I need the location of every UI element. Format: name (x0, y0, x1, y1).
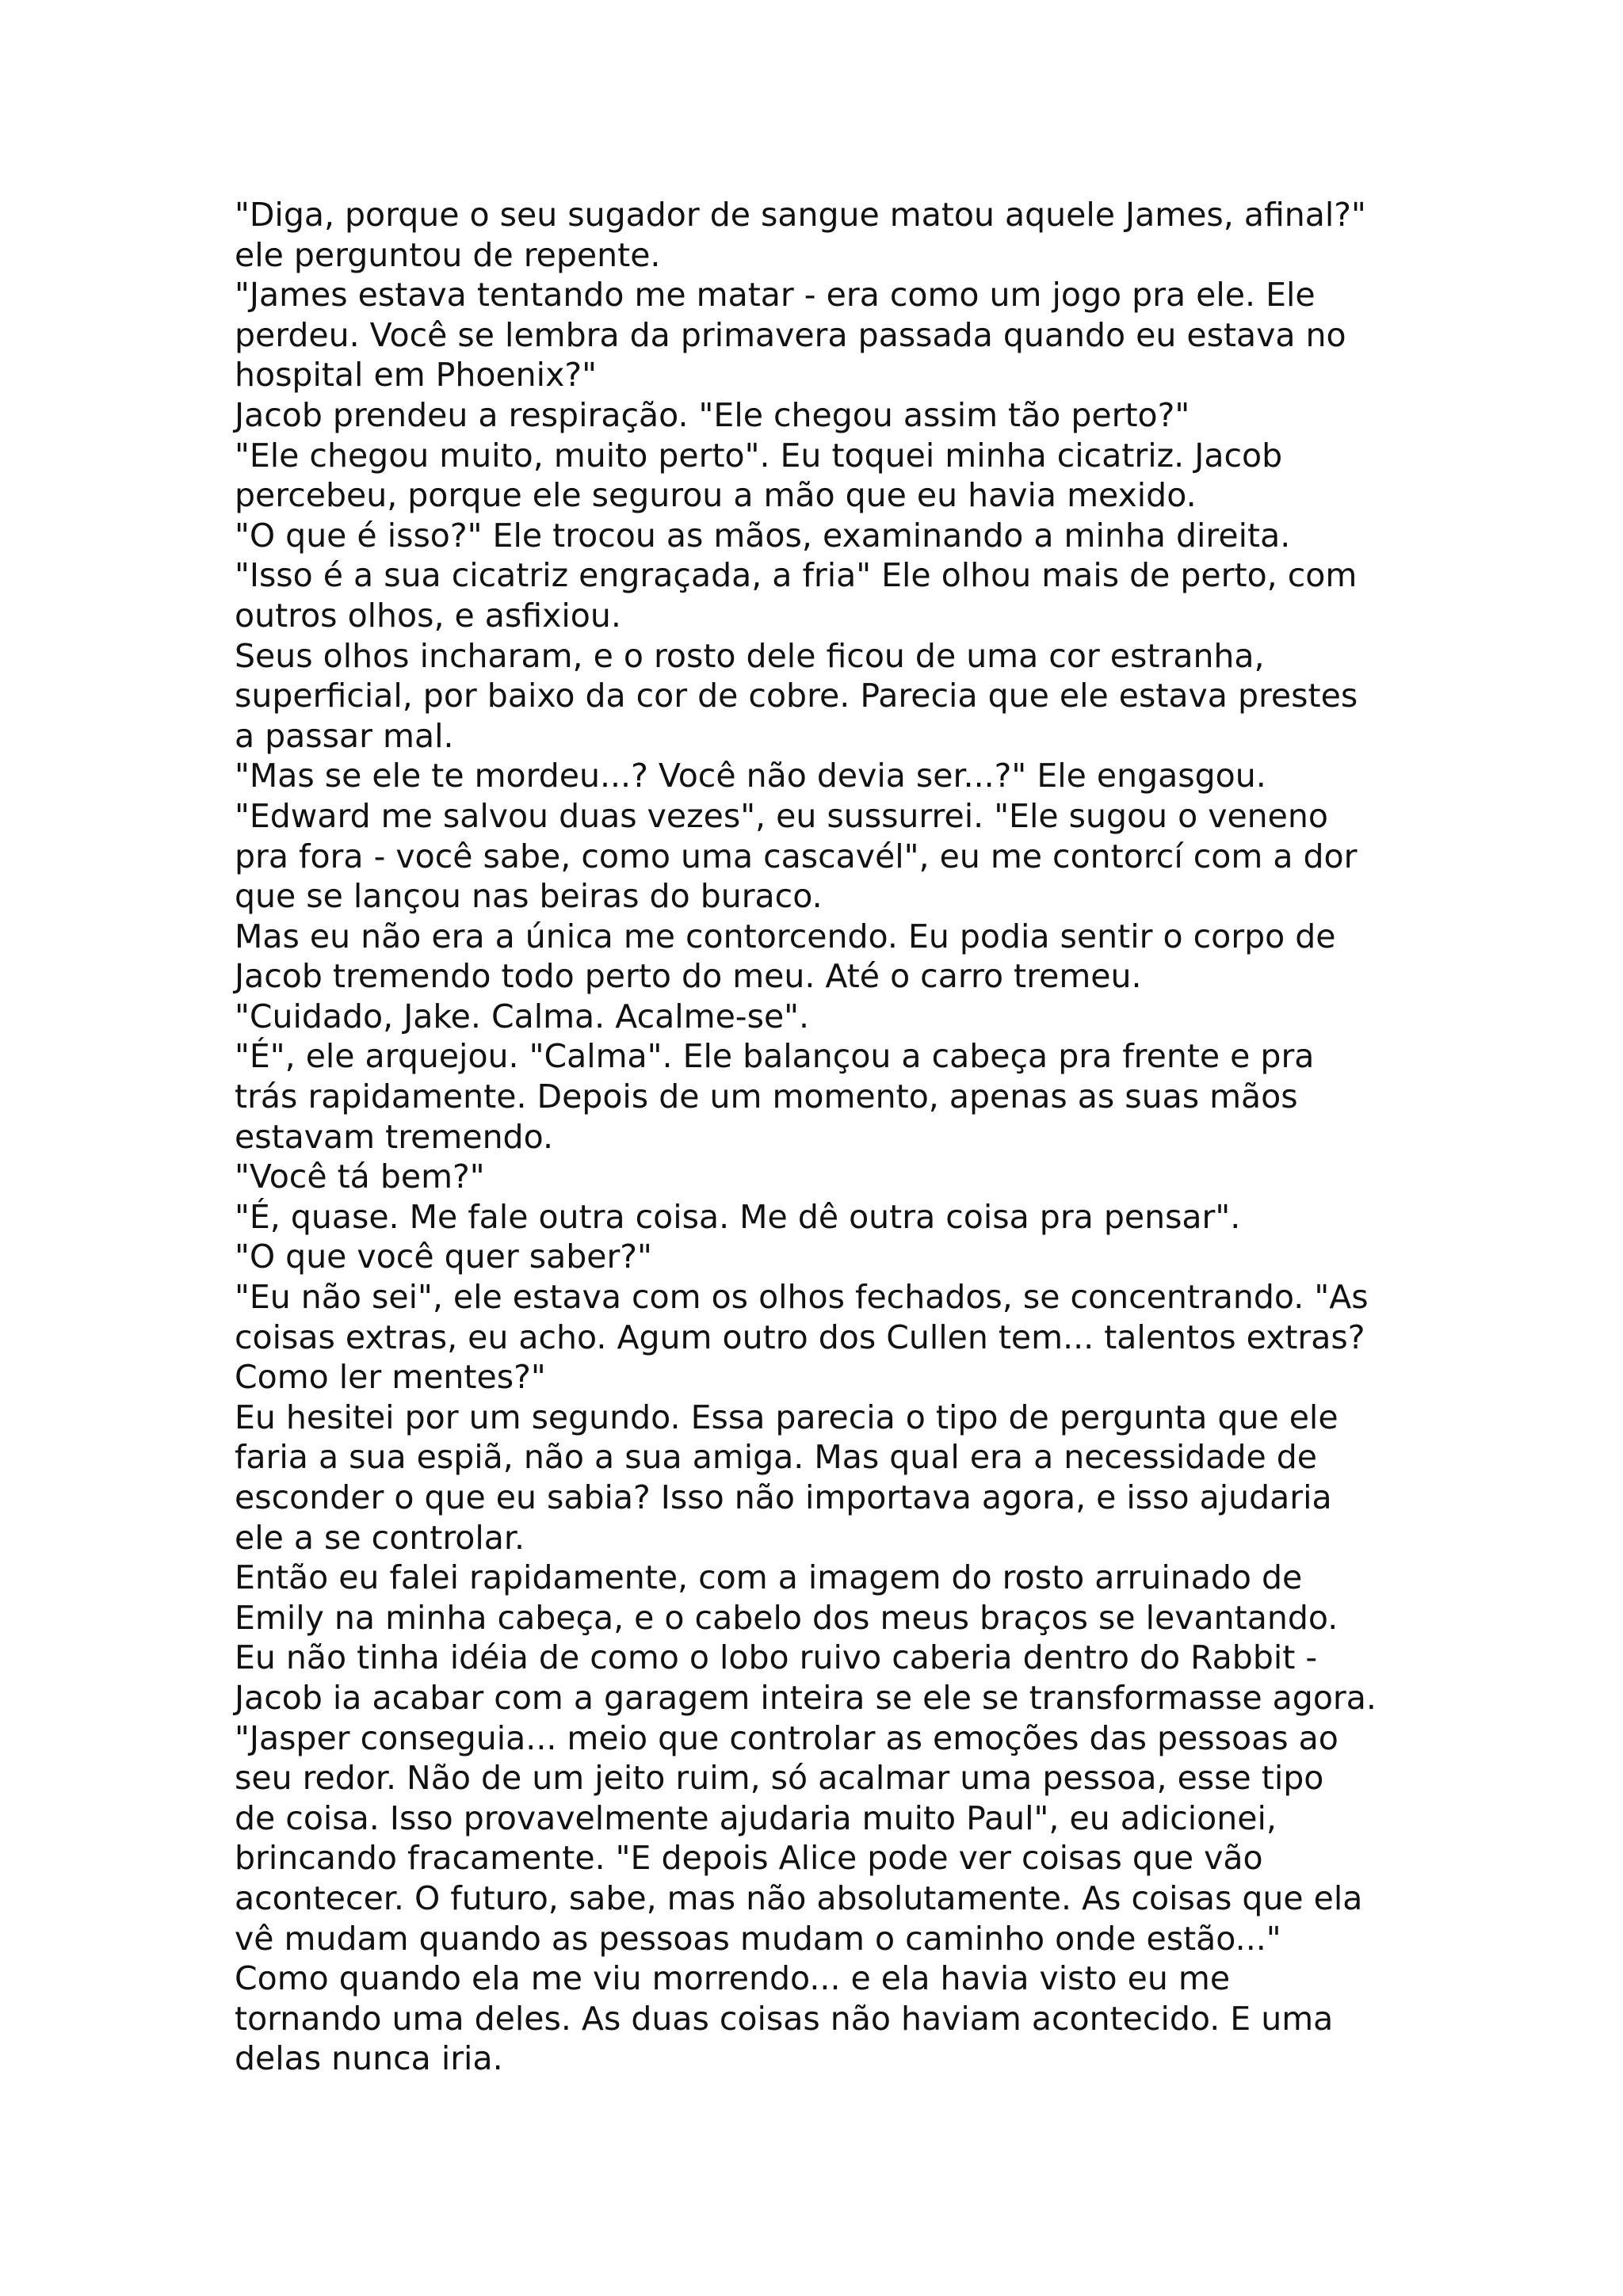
text-line: "Jasper conseguia... meio que controlar as emoções das pessoas ao (235, 1718, 1338, 1757)
text-line: outros olhos, e asfixiou. (235, 596, 621, 635)
text-line: Mas eu não era a única me contorcendo. Eu podia sentir o corpo de (235, 917, 1336, 955)
text-line: trás rapidamente. Depois de um momento, apenas as suas mãos (235, 1077, 1298, 1116)
text-line: Então eu falei rapidamente, com a imagem do rosto arruinado de (235, 1558, 1303, 1597)
text-line: perdeu. Você se lembra da primavera passada quando eu estava no (235, 315, 1346, 354)
text-line: faria a sua espiã, não a sua amiga. Mas qual era a necessidade de (235, 1438, 1317, 1477)
text-line: Como quando ela me viu morrendo... e ela havia visto eu me (235, 1959, 1231, 1998)
text-line: Emily na minha cabeça, e o cabelo dos meus braços se levantando. (235, 1598, 1338, 1637)
text-line: seu redor. Não de um jeito ruim, só acalmar uma pessoa, esse tipo (235, 1759, 1324, 1798)
text-line: tornando uma deles. As duas coisas não haviam acontecido. E uma (235, 1999, 1334, 2038)
text-line: "É", ele arquejou. "Calma". Ele balançou a cabeça pra frente e pra (235, 1037, 1315, 1076)
text-line: "O que é isso?" Ele trocou as mãos, examinando a minha direita. (235, 516, 1291, 555)
text-line: superficial, por baixo da cor de cobre. Parecia que ele estava prestes (235, 677, 1358, 715)
text-line: "Cuidado, Jake. Calma. Acalme-se". (235, 997, 810, 1035)
text-line: "Eu não sei", ele estava com os olhos fechados, se concentrando. "As (235, 1278, 1369, 1317)
text-line: Eu hesitei por um segundo. Essa parecia o tipo de pergunta que ele (235, 1398, 1338, 1436)
text-line: Jacob prendeu a respiração. "Ele chegou assim tão perto?" (235, 395, 1190, 434)
text-line: Jacob tremendo todo perto do meu. Até o carro tremeu. (235, 957, 1142, 996)
text-line: Seus olhos incharam, e o rosto dele ficou de uma cor estranha, (235, 636, 1265, 675)
text-line: esconder o que eu sabia? Isso não importava agora, e isso ajudaria (235, 1478, 1332, 1516)
text-line: coisas extras, eu acho. Agum outro dos Cullen tem... talentos extras? (235, 1318, 1365, 1356)
text-line: "O que você quer saber?" (235, 1238, 652, 1276)
text-line: "Edward me salvou duas vezes", eu sussurrei. "Ele sugou o veneno (235, 796, 1328, 835)
text-line: "James estava tentando me matar - era como um jogo pra ele. Ele (235, 276, 1316, 315)
text-line: Eu não tinha idéia de como o lobo ruivo caberia dentro do Rabbit - (235, 1638, 1318, 1677)
text-line: percebeu, porque ele segurou a mão que eu havia mexido. (235, 476, 1197, 515)
text-line: Como ler mentes?" (235, 1358, 546, 1397)
text-line: "Diga, porque o seu sugador de sangue matou aquele James, afinal?" (235, 196, 1366, 234)
text-line: de coisa. Isso provavelmente ajudaria muito Paul", eu adicionei, (235, 1798, 1277, 1837)
text-line: "Isso é a sua cicatriz engraçada, a fria" Ele olhou mais de perto, com (235, 556, 1358, 595)
text-line: delas nunca iria. (235, 2039, 503, 2078)
text-line: Jacob ia acabar com a garagem inteira se ele se transformasse agora. (235, 1678, 1377, 1717)
text-line: a passar mal. (235, 716, 454, 755)
text-line: "Mas se ele te mordeu...? Você não devia ser...?" Ele engasgou. (235, 757, 1266, 795)
text-line: "Ele chegou muito, muito perto". Eu toquei minha cicatriz. Jacob (235, 436, 1283, 475)
text-line: ele perguntou de repente. (235, 235, 661, 274)
text-line: que se lançou nas beiras do buraco. (235, 877, 823, 916)
document-page (235, 195, 1582, 2079)
text-line: estavam tremendo. (235, 1117, 553, 1156)
text-line: acontecer. O futuro, sabe, mas não absolutamente. As coisas que ela (235, 1878, 1363, 1917)
body-text (235, 195, 1582, 2079)
text-line: vê mudam quando as pessoas mudam o caminho onde estão..." (235, 1919, 1281, 1958)
text-line: "É, quase. Me fale outra coisa. Me dê outra coisa pra pensar". (235, 1197, 1241, 1236)
text-line: "Você tá bem?" (235, 1158, 485, 1196)
text-line: brincando fracamente. "E depois Alice pode ver coisas que vão (235, 1839, 1263, 1878)
text-line: ele a se controlar. (235, 1518, 525, 1557)
text-line: hospital em Phoenix?" (235, 356, 597, 395)
text-line: pra fora - você sabe, como uma cascavél", eu me contorcí com a dor (235, 837, 1358, 875)
